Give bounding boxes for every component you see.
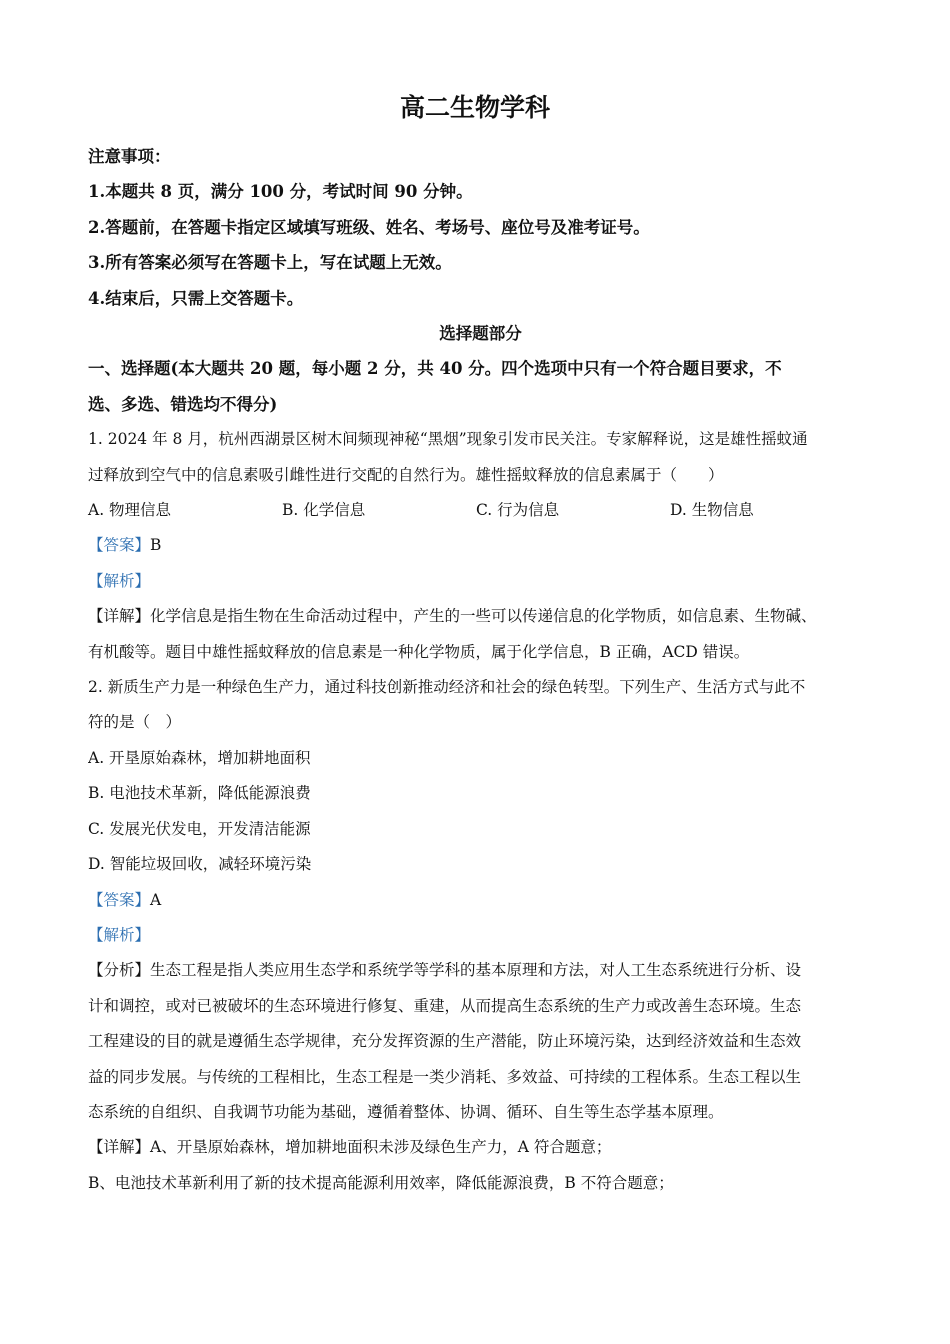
option-c: C. 发展光伏发电，开发清洁能源: [88, 819, 311, 838]
question-2-fenxi: [88, 953, 873, 988]
question-2-answer: [88, 883, 873, 918]
notice-item: 1.本题共 8 页，满分 100 分，考试时间 90 分钟。: [88, 182, 473, 202]
question-1-stem: 过释放到空气中的信息素吸引雌性进行交配的自然行为。雄性摇蚊释放的信息素属于（ ）: [88, 465, 724, 484]
answer-value: B: [150, 536, 162, 555]
answer-value: A: [150, 890, 162, 909]
detail-text: A、开垦原始森林，增加耕地面积未涉及绿色生产力，A 符合题意；: [150, 1138, 612, 1157]
fenxi-tag: 【分析】: [88, 961, 151, 980]
question-1-detail: [88, 599, 873, 634]
section-intro-line: 选、多选、错选均不得分): [88, 394, 278, 414]
notice-section: [88, 139, 873, 1201]
question-2-detail: [88, 1130, 873, 1165]
question-2-fenxi-line: 计和调控，或对已被破坏的生态环境进行修复、重建，从而提高生态系统的生产力或改善生态环境。生态: [88, 996, 802, 1015]
question-1-stem: 1. 2024 年 8 月，杭州西湖景区树木间频现神秘“黑烟”现象引发市民关注。专家解释说，这是雄性摇蚊通: [88, 430, 808, 449]
fenxi-text: 生态工程是指人类应用生态学和系统学等学科的基本原理和方法，对人工生态系统进行分析、设: [150, 961, 802, 980]
question-2-fenxi-line: 态系统的自组织、自我调节功能为基础，遵循着整体、协调、循环、自生等生态学基本原理。: [88, 1102, 724, 1121]
notice-heading: 注意事项：: [88, 147, 171, 166]
question-2-fenxi-line: 益的同步发展。与传统的工程相比，生态工程是一类少消耗、多效益、可持续的工程体系。生态工程以生: [88, 1067, 802, 1086]
detail-tag: 【详解】: [88, 1138, 151, 1157]
question-1-answer: [88, 528, 873, 563]
answer-tag: 【答案】: [88, 890, 151, 909]
notice-item: 4.结束后，只需上交答题卡。: [88, 288, 304, 308]
notice-item: 2.答题前，在答题卡指定区域填写班级、姓名、考场号、座位号及准考证号。: [88, 217, 650, 237]
analysis-tag: 【解析】: [88, 925, 151, 944]
answer-tag: 【答案】: [88, 536, 151, 555]
detail-text: 化学信息是指生物在生命活动过程中，产生的一些可以传递信息的化学物质，如信息素、生物碱、: [150, 607, 817, 626]
question-2-fenxi-line: 工程建设的目的就是遵循生态学规律，充分发挥资源的生产潜能，防止环境污染，达到经济效益和生态效: [88, 1032, 802, 1051]
option-b: B. 化学信息: [282, 501, 366, 520]
page-title: 高二生物学科: [399, 93, 550, 122]
question-2-stem: 2. 新质生产力是一种绿色生产力，通过科技创新推动经济和社会的绿色转型。下列生产、生活方式与此不: [88, 678, 806, 697]
section-intro-line: 一、选择题(本大题共 20 题，每小题 2 分，共 40 分。四个选项中只有一个符合题目要求，不: [88, 359, 782, 379]
section-title: 选择题部分: [439, 324, 522, 344]
question-2-stem: 符的是（ ）: [88, 713, 182, 732]
detail-tag: 【详解】: [88, 607, 151, 626]
option-a: A. 物理信息: [88, 501, 172, 520]
question-1-options: [88, 493, 873, 528]
question-2-detail-line: B、电池技术革新利用了新的技术提高能源利用效率，降低能源浪费，B 不符合题意；: [88, 1173, 674, 1192]
question-1-detail-line: 有机酸等。题目中雄性摇蚊释放的信息素是一种化学物质，属于化学信息，B 正确，ACD 错误。: [88, 642, 750, 661]
option-d: D. 生物信息: [670, 501, 754, 520]
option-d: D. 智能垃圾回收，减轻环境污染: [88, 855, 312, 874]
notice-item: 3.所有答案必须写在答题卡上，写在试题上无效。: [88, 253, 452, 273]
option-a: A. 开垦原始森林，增加耕地面积: [88, 748, 311, 767]
option-b: B. 电池技术革新，降低能源浪费: [88, 784, 311, 803]
option-c: C. 行为信息: [476, 501, 560, 520]
analysis-tag: 【解析】: [88, 571, 151, 590]
